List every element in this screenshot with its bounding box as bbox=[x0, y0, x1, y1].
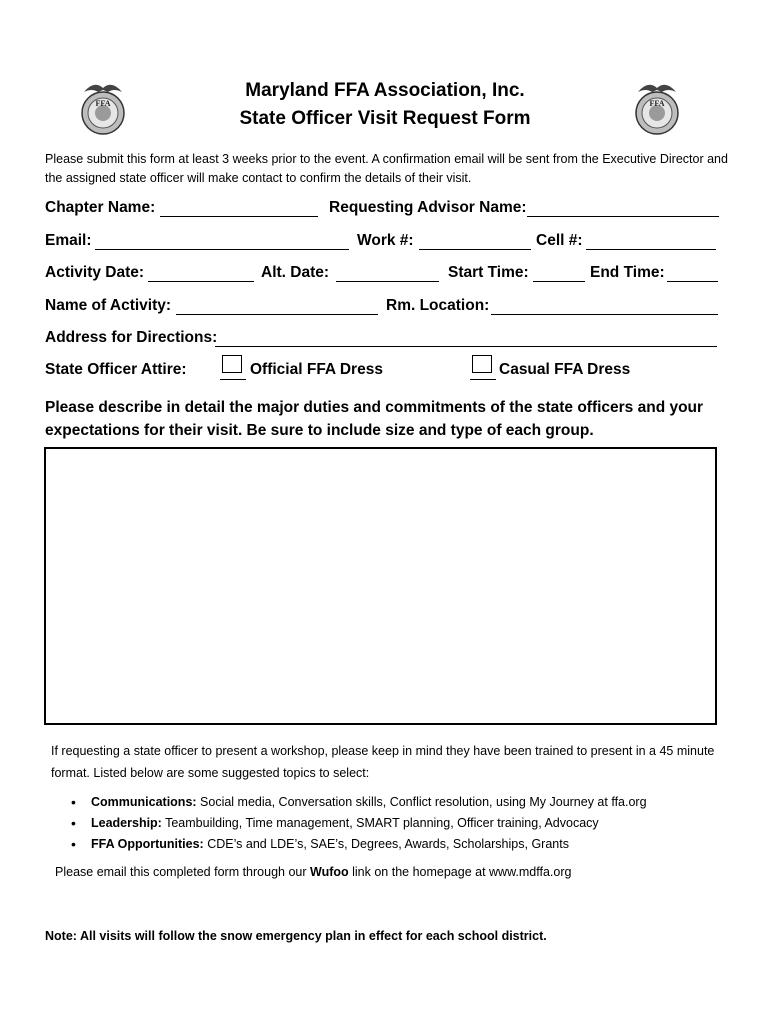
casual-dress-underline bbox=[470, 379, 496, 380]
activity-date-label: Activity Date: bbox=[45, 264, 145, 281]
cell-phone-field[interactable] bbox=[586, 249, 716, 250]
workshop-topics-list bbox=[45, 792, 770, 855]
start-time-field[interactable] bbox=[533, 281, 585, 282]
address-field[interactable] bbox=[215, 346, 717, 347]
address-label: Address for Directions: bbox=[45, 329, 218, 346]
official-dress-underline bbox=[220, 379, 246, 380]
chapter-name-label: Chapter Name: bbox=[45, 199, 156, 216]
topic-label: Communications: bbox=[91, 795, 197, 809]
attire-label: State Officer Attire: bbox=[45, 361, 187, 378]
activity-date-field[interactable] bbox=[148, 281, 254, 282]
email-field[interactable] bbox=[95, 249, 349, 250]
form-title: State Officer Visit Request Form bbox=[239, 108, 531, 129]
chapter-name-field[interactable] bbox=[160, 216, 318, 217]
room-location-label: Rm. Location: bbox=[386, 297, 490, 314]
activity-name-label: Name of Activity: bbox=[45, 297, 172, 314]
description-prompt: Please describe in detail the major duties and commitments of the state officers and your expectations for their visit. Be sure to include size and type of each group. bbox=[45, 399, 704, 439]
end-time-label: End Time: bbox=[590, 264, 665, 281]
form-title-organization: Maryland FFA Association, Inc. bbox=[245, 80, 525, 101]
topic-text: Teambuilding, Time management, SMART planning, Officer training, Advocacy bbox=[161, 816, 599, 830]
topic-label: FFA Opportunities: bbox=[91, 837, 204, 851]
workshop-intro-text: If requesting a state officer to present a workshop, please keep in mind they have been trained to present in a 45 minute format. Listed below are some suggested topics to select: bbox=[51, 744, 715, 780]
activity-name-field[interactable] bbox=[176, 314, 378, 315]
alt-date-field[interactable] bbox=[336, 281, 439, 282]
list-item bbox=[91, 792, 770, 813]
official-dress-label: Official FFA Dress bbox=[250, 361, 383, 378]
list-item bbox=[91, 834, 770, 855]
submission-text-before: Please email this completed form through our bbox=[55, 865, 310, 879]
topic-text: Social media, Conversation skills, Conflict resolution, using My Journey at ffa.org bbox=[196, 795, 647, 809]
submission-instructions bbox=[55, 865, 571, 879]
alt-date-label: Alt. Date: bbox=[261, 264, 330, 281]
work-phone-label: Work #: bbox=[357, 232, 414, 249]
cell-phone-label: Cell #: bbox=[536, 232, 583, 249]
room-location-field[interactable] bbox=[491, 314, 718, 315]
emblem-right-lettering: FFA bbox=[649, 99, 665, 108]
description-textbox[interactable] bbox=[44, 447, 717, 725]
emblem-left-lettering: FFA bbox=[95, 99, 111, 108]
end-time-field[interactable] bbox=[667, 281, 718, 282]
official-dress-checkbox[interactable] bbox=[222, 355, 242, 373]
topic-text: CDE’s and LDE’s, SAE’s, Degrees, Awards, Scholarships, Grants bbox=[203, 837, 569, 851]
submission-text-after: link on the homepage at www.mdffa.org bbox=[348, 865, 572, 879]
work-phone-field[interactable] bbox=[419, 249, 531, 250]
email-label: Email: bbox=[45, 232, 92, 249]
wufoo-link[interactable]: Wufoo bbox=[310, 865, 349, 879]
casual-dress-checkbox[interactable] bbox=[472, 355, 492, 373]
casual-dress-label: Casual FFA Dress bbox=[499, 361, 631, 378]
advisor-name-label: Requesting Advisor Name: bbox=[329, 199, 527, 216]
list-item bbox=[91, 813, 770, 834]
advisor-name-field[interactable] bbox=[527, 216, 719, 217]
snow-emergency-note: Note: All visits will follow the snow emergency plan in effect for each school district. bbox=[45, 929, 547, 943]
instructions-text: Please submit this form at least 3 weeks prior to the event. A confirmation email will be sent from the Executive Director and the assigned state officer will make contact to confirm the details of their visit. bbox=[45, 152, 728, 185]
topic-label: Leadership: bbox=[91, 816, 162, 830]
start-time-label: Start Time: bbox=[448, 264, 529, 281]
